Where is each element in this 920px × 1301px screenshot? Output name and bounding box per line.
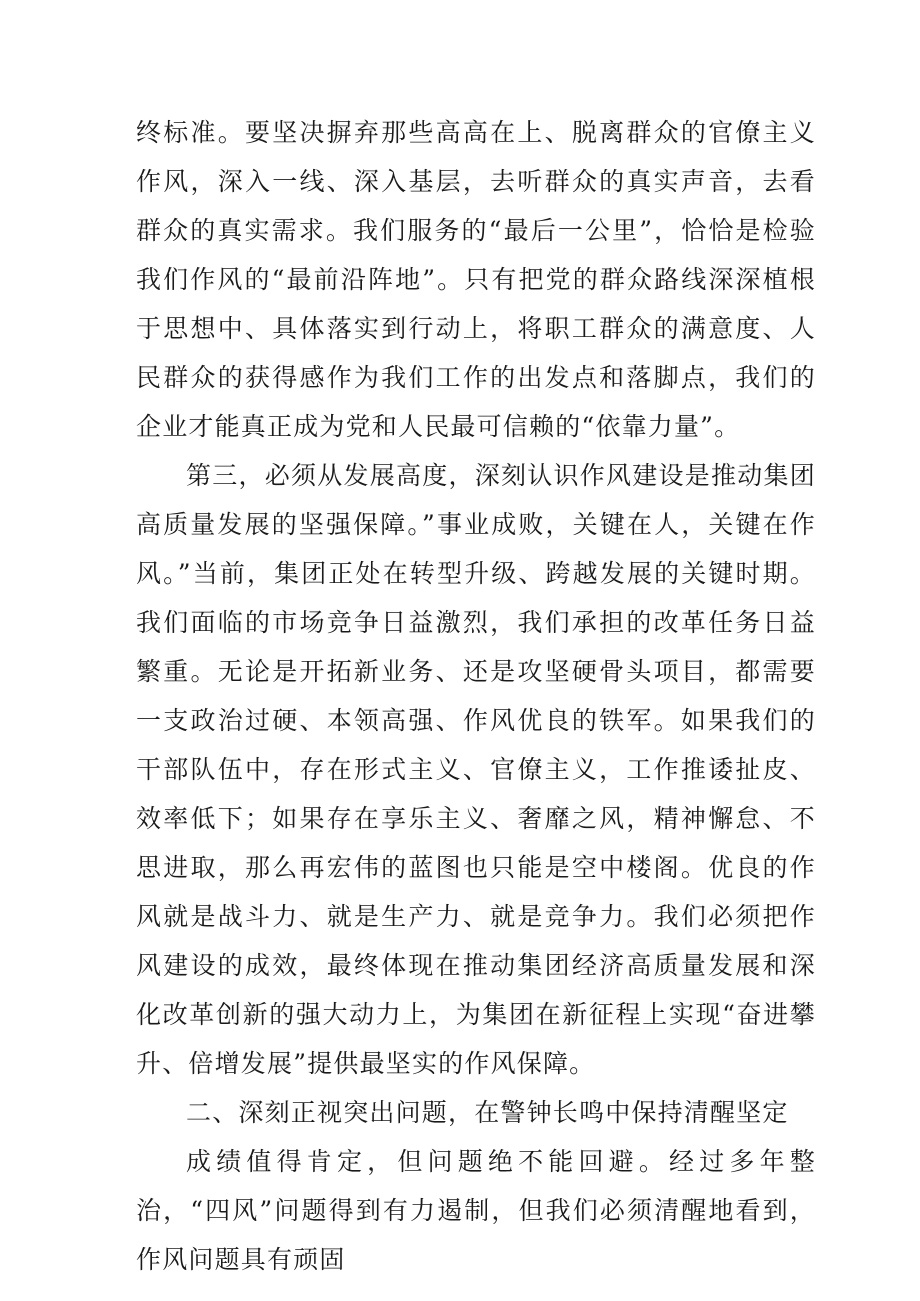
paragraph-continuation: 终标准。要坚决摒弃那些高高在上、脱离群众的官僚主义作风，深入一线、深入基层，去听群众的真实声音，去看群众的真实需求。我们服务的“最后一公里”，恰恰是检验我们作风的“最前沿阵地”。只有把党的群众路线深深植根于思想中、具体落实到行动上，将职工群众的满意度、人民群众的获得感作为我们工作的出发点和落脚点，我们的企业才能真正成为党和人民最可信赖的“依靠力量”。 <box>136 118 816 441</box>
paragraph-third-point: 第三，必须从发展高度，深刻认识作风建设是推动集团高质量发展的坚强保障。”事业成败，关键在人，关键在作风。”当前，集团正处在转型升级、跨越发展的关键时期。我们面临的市场竞争日益激烈，我们承担的改革任务日益繁重。无论是开拓新业务、还是攻坚硬骨头项目，都需要一支政治过硬、本领高强、作风优良的铁军。如果我们的干部队伍中，存在形式主义、官僚主义，工作推诿扯皮、效率低下；如果存在享乐主义、奢靡之风，精神懈怠、不思进取，那么再宏伟的蓝图也只能是空中楼阁。优良的作风就是战斗力、就是生产力、就是竞争力。我们必须把作风建设的成效，最终体现在推动集团经济高质量发展和深化改革创新的强大动力上，为集团在新征程上实现“奋进攀升、倍增发展”提供最坚实的作风保障。 <box>136 461 816 1078</box>
document-body <box>136 108 816 1284</box>
paragraph-problems-intro: 成绩值得肯定，但问题绝不能回避。经过多年整治，“四风”问题得到有力遏制，但我们必须清醒地看到，作风问题具有顽固 <box>136 1147 816 1274</box>
section-heading-two: 二、深刻正视突出问题，在警钟长鸣中保持清醒坚定 <box>186 1098 789 1127</box>
